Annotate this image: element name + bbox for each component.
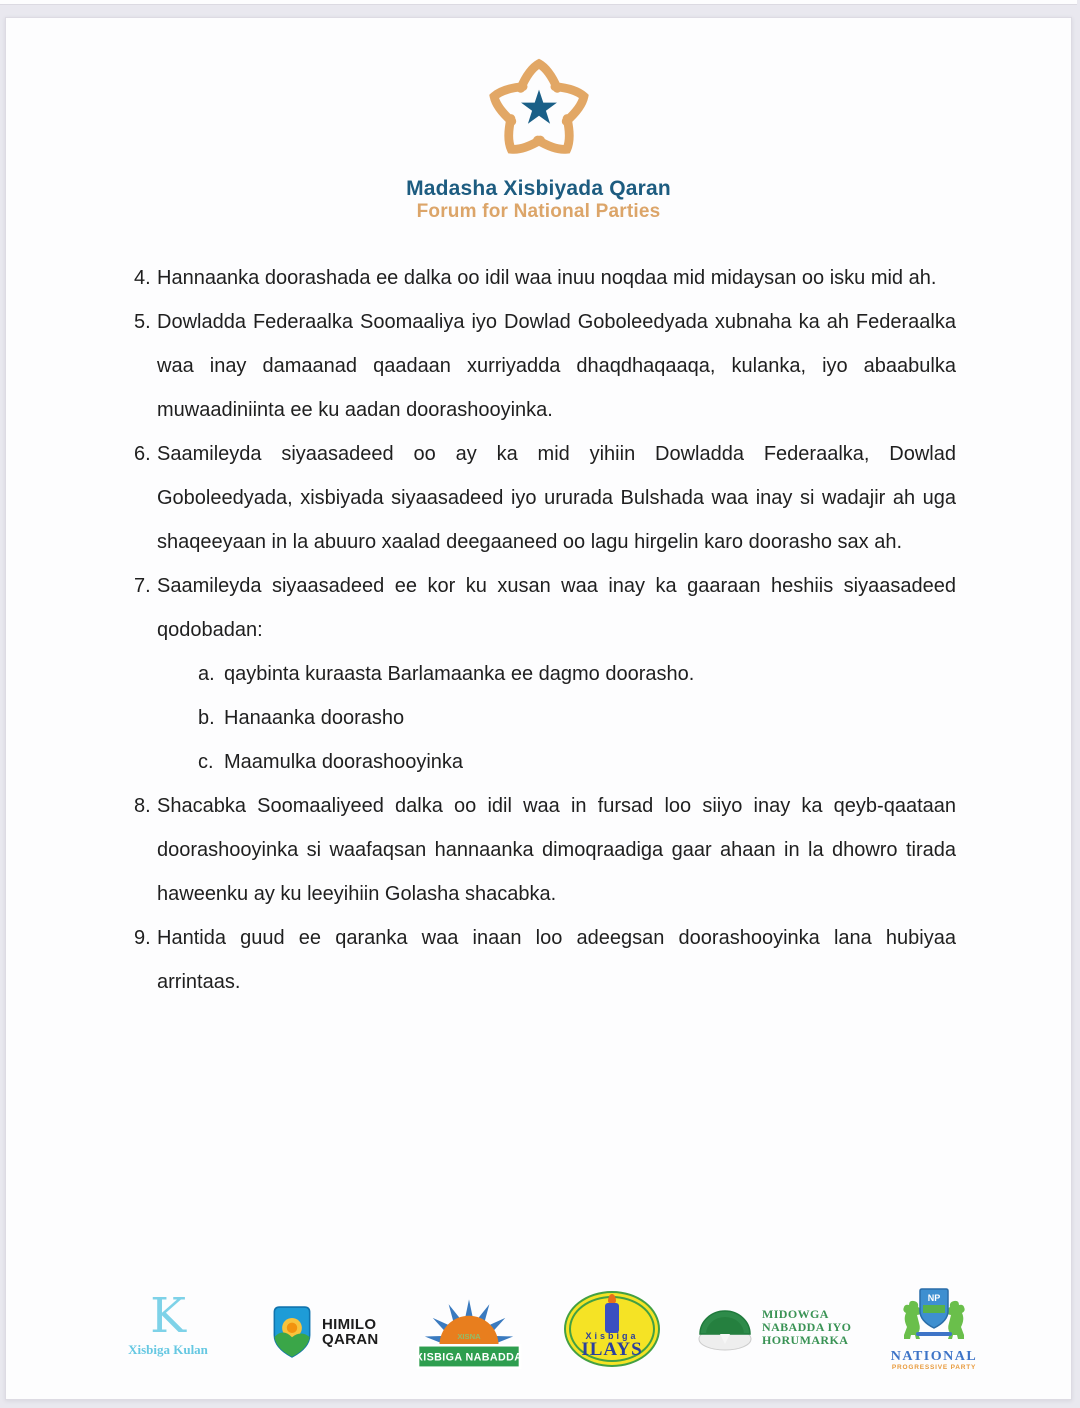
subitem-text: qaybinta kuraasta Barlamaanka ee dagmo doorasho. [224, 663, 695, 685]
ilays-candle-icon [605, 1303, 619, 1333]
national-shield-text: NP [927, 1293, 941, 1303]
party-logos-row [6, 1283, 1071, 1387]
logo-xisbiga-nabadda [416, 1291, 522, 1376]
subitem-letter: a. [198, 663, 215, 685]
item-text: Saamileyda siyaasadeed oo ay ka mid yihiin Dowladda Federaalka, Dowlad Goboleedyada, xisbiyada siyaasadeed iyo ururada Bulshada waa inay si wadajir ah uga shaqeeyaan in la abuuro xaalad deegaaneed oo lagu hirgelin karo doorasho sax ah. [157, 443, 956, 553]
ilays-top-label: Xisbiga [585, 1331, 639, 1341]
logo-xisbiga-kulan [108, 1288, 228, 1358]
item-text: Hantida guud ee qaranka waa inaan loo adeegsan doorashooyinka lana hubiyaa arrintaas. [157, 927, 956, 993]
document-header [6, 18, 1071, 222]
subitem-text: Maamulka doorashooyinka [224, 751, 464, 773]
himilo-label: HIMILO QARAN [322, 1316, 379, 1348]
national-crest-icon [890, 1283, 978, 1343]
item-number: 8. [134, 795, 151, 817]
item-number: 4. [134, 267, 151, 289]
item-text: Dowladda Federaalka Soomaaliya iyo Dowlad Goboleedyada xubnaha ka ah Federaalka waa inay damaanad qaadaan xurriyadda dhaqdhaqaaqa, kulanka, iyo abaabulka muwaadiniinta ee ku aadan doorashooyinka. [157, 311, 956, 421]
item-text: Shacabka Soomaaliyeed dalka oo idil waa in fursad loo siiyo inay ka qeyb-qaataan doorashooyinka si waafaqsan hannaanka dimoqraadiga gaar ahaan in la dhowro tirada haweenku ay ku leeyihiin Golasha shacabka. [157, 795, 956, 905]
item-number: 7. [134, 575, 151, 597]
logo-himilo-qaran [269, 1305, 379, 1359]
item-text: Hannaanka doorashada ee dalka oo idil waa inuu noqdaa mid midaysan oo isku mid ah. [157, 267, 937, 289]
subitem-text: Hanaanka doorasho [224, 707, 405, 729]
ilays-name-label: ILAYS [581, 1339, 643, 1360]
list-item-4 [134, 256, 956, 300]
org-title-somali: Madasha Xisbiyada Qaran [406, 177, 671, 200]
subitem-letter: c. [198, 751, 214, 773]
national-subtitle-label: PROGRESSIVE PARTY [891, 1364, 977, 1371]
nabadda-banner-text: XISBIGA NABADDA [416, 1351, 522, 1364]
list-subitem-7a [198, 652, 956, 696]
midowga-dome-icon [696, 1301, 754, 1353]
himilo-shield-icon [269, 1305, 315, 1359]
previous-page-edge [0, 0, 1077, 5]
kulan-label: Xisbiga Kulan [128, 1342, 208, 1357]
item-number: 5. [134, 311, 151, 333]
org-title-english: Forum for National Parties [416, 201, 661, 222]
list-item-6 [134, 432, 956, 564]
list-item-9 [134, 916, 956, 1004]
numbered-list [134, 256, 956, 1004]
midowga-label: MIDOWGA NABADDA IYO HORUMARKA [762, 1306, 852, 1347]
list-subitem-7b [198, 696, 956, 740]
list-item-8 [134, 784, 956, 916]
list-item-5 [134, 300, 956, 432]
logo-xisbiga-ilays [562, 1287, 662, 1375]
center-star-icon [521, 90, 557, 124]
item-text: Saamileyda siyaasadeed ee kor ku xusan waa inay ka gaaraan heshiis siyaasadeed qodobadan: [157, 575, 956, 641]
logo-midowga [696, 1301, 851, 1353]
item-number: 9. [134, 927, 151, 949]
list-subitem-7c [198, 740, 956, 784]
nabadda-sun-text: XISNA [457, 1332, 481, 1342]
list-item-7 [134, 564, 956, 652]
national-name-label: NATIONAL [890, 1349, 978, 1364]
subitem-letter: b. [198, 707, 215, 729]
kulan-monogram-icon: K [150, 1288, 186, 1344]
document-page [5, 17, 1072, 1400]
nabadda-sun-banner-icon [416, 1291, 522, 1371]
item-number: 6. [134, 443, 151, 465]
fnp-star-logo-icon [473, 48, 605, 174]
logo-national-progressive [882, 1283, 986, 1372]
